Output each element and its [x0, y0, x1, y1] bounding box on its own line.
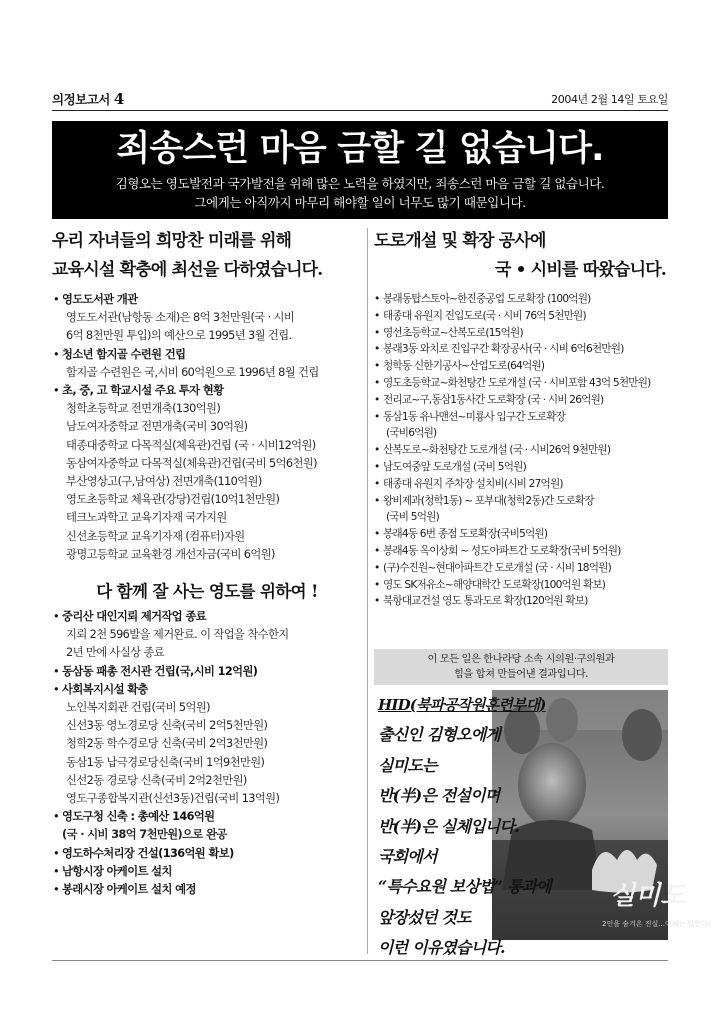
- road-project-item: [374, 593, 668, 610]
- quote-line: “특수요원 보상법” 통과에: [378, 877, 551, 897]
- road-project-item: [374, 526, 668, 543]
- road-project-text: 왕비제과(청학1동) ~ 포부대(청학2동)간 도로확장: [383, 494, 594, 507]
- road-project-item: [374, 358, 668, 375]
- road-project-text: 봉래4동 6번 종점 도로확장(국비5억원): [383, 528, 548, 541]
- section-label: 의정보고서 4: [52, 90, 124, 108]
- poster-title: 실미도: [610, 881, 686, 911]
- list-item-detail: 지뢰 2천 596발을 제거완료. 이 작업을 착수한지: [66, 628, 289, 642]
- list-item-title: 동삼동 패총 전시관 건립(국,시비 12억원): [62, 664, 258, 678]
- list-item-detail: 노인복지회관 건립(국비 5억원): [66, 701, 210, 715]
- bullet-icon: •: [374, 410, 380, 423]
- bullet-icon: •: [53, 864, 60, 878]
- list-item-detail: 동삼여자중학교 다목적실(체육관)건립(국비 5억6천원): [66, 456, 317, 470]
- road-project-text: 북항대교건설 영도 통과도로 확장(120억원 확보): [383, 595, 588, 608]
- road-project-item: [374, 375, 668, 392]
- list-item-detail: 청학초등학교 전면개축(130억원): [66, 402, 221, 416]
- bottom-rule: [52, 960, 668, 961]
- left-column: [52, 227, 362, 899]
- headline-banner: [52, 121, 668, 219]
- list-item-title: 청소년 함지골 수련원 건립: [62, 347, 186, 361]
- bullet-icon: •: [53, 883, 60, 897]
- road-project-text: 전리교~구,동삼1동사간 도로확장 (국 · 시비 26억원): [383, 393, 604, 406]
- list-item-detail: 신선3동 영노경로당 신축(국비 2억5천만원): [66, 719, 268, 733]
- road-project-text: 남도여중앞 도로개설 (국비 5억원): [383, 460, 526, 473]
- road-project-text: (구)수진원~현대아파트간 도로개설 (국 · 시비 18억원): [383, 561, 611, 574]
- list-item: [52, 808, 362, 826]
- banner-title: 죄송스런 마음 금할 길 없습니다.: [116, 129, 604, 169]
- road-project-text: 태종대 유원지 주차장 설치비(시비 27억원): [383, 477, 563, 490]
- bullet-icon: •: [53, 664, 60, 678]
- list-item-detail: 신선초등학교 교육기자재 (컴퓨터)자원: [66, 529, 245, 543]
- list-item: [52, 681, 362, 699]
- bullet-icon: •: [53, 810, 60, 824]
- road-project-item: [374, 291, 668, 308]
- road-project-item: [374, 493, 668, 510]
- list-item-title: 영도구청 신축 : 총예산 146억원: [62, 810, 215, 824]
- bullet-icon: •: [53, 610, 60, 624]
- quote-line: 반(半)은 실체입니다.: [378, 816, 519, 836]
- list-item: [52, 608, 362, 626]
- bullet-icon: •: [374, 326, 380, 339]
- cooperation-note: [374, 649, 668, 685]
- silmido-feature: [374, 690, 711, 958]
- bullet-icon: •: [374, 360, 380, 373]
- list-item-detail: 태종대중학교 다목적실(체육관)건립 (국 · 시비12억원): [66, 438, 316, 452]
- banner-subtitle-2: 그에게는 아직까지 마무리 해야할 일이 너무도 많기 때문입니다.: [194, 195, 526, 210]
- list-item-detail: 신선2동 경로당 신축(국비 2억2천만원): [66, 773, 247, 787]
- bullet-icon: •: [374, 444, 380, 457]
- road-project-text: 청학동 신한기공사~산업도로(64억원): [383, 360, 545, 373]
- road-project-item: [374, 560, 668, 577]
- list-item: [52, 291, 362, 309]
- list-item-detail: 테크노과학고 교육기자재 국가지원: [66, 511, 227, 525]
- poster-tagline: 2인을 숨겨온 진실...이제는 말한다!: [602, 920, 711, 928]
- bullet-icon: •: [53, 293, 60, 306]
- community-headline: 다 함께 잘 사는 영도를 위하여 !: [96, 582, 318, 602]
- road-headline: [374, 227, 668, 285]
- bullet-icon: •: [374, 460, 380, 473]
- list-item: [52, 382, 362, 400]
- list-item-title: 중리산 대인지뢰 제거작업 종료: [62, 610, 207, 624]
- list-item-detail: 영도초등학교 체육관(강당)건립(10억1천만원): [66, 493, 280, 507]
- education-list: [52, 291, 362, 564]
- cooperation-note-line2: 힘을 합쳐 만들어낸 결과입니다.: [453, 669, 589, 680]
- road-project-item: [374, 442, 668, 459]
- bullet-icon: •: [374, 595, 380, 608]
- road-project-text: 동삼1동 유나맨션~미룡사 입구간 도로확장: [383, 410, 566, 423]
- list-item-detail: 영도도서관(남항동 소재)은 8억 3천만원(국 · 시비: [66, 311, 295, 325]
- quote-line: HID(북파공작원훈련부대): [378, 696, 546, 714]
- road-project-item: [374, 409, 668, 426]
- column-divider: [367, 228, 368, 954]
- road-project-text: 영도초등학교~화천탕간 도로개설 (국 · 시비포함 43억 5천만원): [383, 376, 651, 389]
- list-item-detail: 청학2동 학수경로당 신축(국비 2억3천만원): [66, 737, 268, 751]
- bullet-icon: •: [374, 477, 380, 490]
- road-project-text: 태종대 유원지 진입도로(국 · 시비 76억 5천만원): [383, 309, 586, 322]
- education-headline: [52, 227, 362, 285]
- road-project-text: 봉래3동 와치로 진입구간 확장공사(국 · 시비 6억6천만원): [383, 343, 624, 356]
- road-project-item: [374, 459, 668, 476]
- quote-line: 국회에서: [378, 847, 437, 867]
- quote-line: 실미도는: [378, 755, 437, 775]
- list-item: [52, 663, 362, 681]
- top-rule: [52, 110, 668, 111]
- list-item-title: 남항시장 아케이트 설치: [62, 864, 172, 878]
- list-item: [52, 346, 362, 364]
- community-list: [52, 608, 362, 899]
- quote-line: 이런 이유였습니다.: [378, 938, 505, 958]
- bullet-icon: •: [374, 293, 380, 305]
- road-project-text: 영도 SK저유소~해양대학간 도로확장(100억원 확보): [383, 578, 606, 591]
- list-item-title: 영도하수처리장 건설(136억원 확보): [62, 846, 234, 860]
- list-item-detail: 2년 만에 사실상 종료: [66, 646, 165, 660]
- list-item-title: 영도도서관 개관: [62, 293, 138, 306]
- bullet-icon: •: [374, 494, 380, 507]
- road-project-cost: (국비 5억원): [386, 511, 439, 524]
- quote-line: 앞장섰던 것도: [378, 907, 471, 927]
- list-item: [52, 845, 362, 863]
- bullet-icon: •: [53, 347, 60, 361]
- silmido-quote: [378, 690, 668, 964]
- list-item: [52, 863, 362, 881]
- cooperation-note-line1: 이 모든 일은 한나라당 소속 시의원·구의원과: [427, 654, 615, 665]
- list-item-detail: 함지골 수련원은 국,시비 60억원으로 1996년 8월 건립: [66, 365, 319, 379]
- bullet-icon: •: [374, 376, 380, 389]
- road-project-item: [374, 308, 668, 325]
- right-column: [374, 227, 668, 610]
- road-project-item: [374, 543, 668, 560]
- education-headline-line1: 우리 자녀들의 희망찬 미래를 위해: [52, 231, 292, 251]
- list-item-detail: 광명고등학교 교육환경 개선자금(국비 6억원): [66, 547, 275, 561]
- road-project-item: [374, 392, 668, 409]
- page-number: 4: [113, 90, 124, 108]
- road-project-list: [374, 291, 668, 610]
- road-project-text: 산복도로~화천탕간 도로개설 (국 · 시비26억 9천만원): [383, 444, 611, 457]
- list-item-detail: 영도구종합복지관(신선3동)건립(국비 13억원): [66, 792, 280, 806]
- list-item-detail: (국 · 시비 38억 7천만원)으로 완공: [62, 828, 227, 842]
- bullet-icon: •: [53, 682, 60, 696]
- list-item-detail: 6억 8천만원 투입)의 예산으로 1995년 3월 건립.: [66, 329, 292, 343]
- bullet-icon: •: [53, 846, 60, 860]
- list-item-title: 봉래시장 아케이트 설치 예정: [62, 883, 196, 897]
- bullet-icon: •: [374, 544, 380, 557]
- list-item-title: 사회복지시설 확충: [62, 682, 148, 696]
- list-item: [52, 881, 362, 899]
- road-project-text: 봉래동탑스토아~한진중공업 도로확장 (100억원): [383, 293, 591, 305]
- road-project-item: [374, 577, 668, 594]
- masthead: [52, 90, 668, 110]
- list-item-title: 초, 중, 고 학교시설 주요 투자 현황: [62, 384, 224, 398]
- quote-line: 반(半)은 전설이며: [378, 786, 500, 806]
- bullet-icon: •: [374, 561, 380, 574]
- list-item-detail: 동삼1동 납극경로당신축(국비 1억9천만원): [66, 755, 265, 769]
- bullet-icon: •: [374, 528, 380, 541]
- list-item-detail: 남도여자중학교 전면개축(국비 30억원): [66, 420, 248, 434]
- bullet-icon: •: [374, 393, 380, 406]
- list-item-detail: 부산영상고(구,남여상) 전면개축(110억원): [66, 475, 262, 489]
- road-project-text: 봉래4동 옥이상회 ~ 성도아파트간 도로확장(국비 5억원): [383, 544, 621, 557]
- road-project-cost: (국비6억원): [386, 427, 437, 440]
- road-project-text: 영선초등학교~산복도로(15억원): [383, 326, 523, 339]
- bullet-icon: •: [374, 343, 380, 356]
- banner-subtitle-1: 김형오는 영도발전과 국가발전을 위해 많은 노력을 하였지만, 죄송스런 마음 금할 길 없습니다.: [115, 176, 605, 191]
- road-project-item: [374, 476, 668, 493]
- road-headline-line1: 도로개설 및 확장 공사에: [374, 231, 546, 251]
- issue-date: 2004년 2월 14일 토요일: [551, 93, 668, 106]
- bullet-icon: •: [374, 309, 380, 322]
- road-project-item: [374, 325, 668, 342]
- road-headline-line2: 국 • 시비를 따왔습니다.: [494, 260, 666, 280]
- road-project-item: [374, 341, 668, 358]
- bullet-icon: •: [374, 578, 380, 591]
- quote-line: 출신인 김형오에게: [378, 725, 501, 745]
- education-headline-line2: 교육시설 확충에 최선을 다하였습니다.: [52, 260, 323, 280]
- bullet-icon: •: [53, 384, 60, 398]
